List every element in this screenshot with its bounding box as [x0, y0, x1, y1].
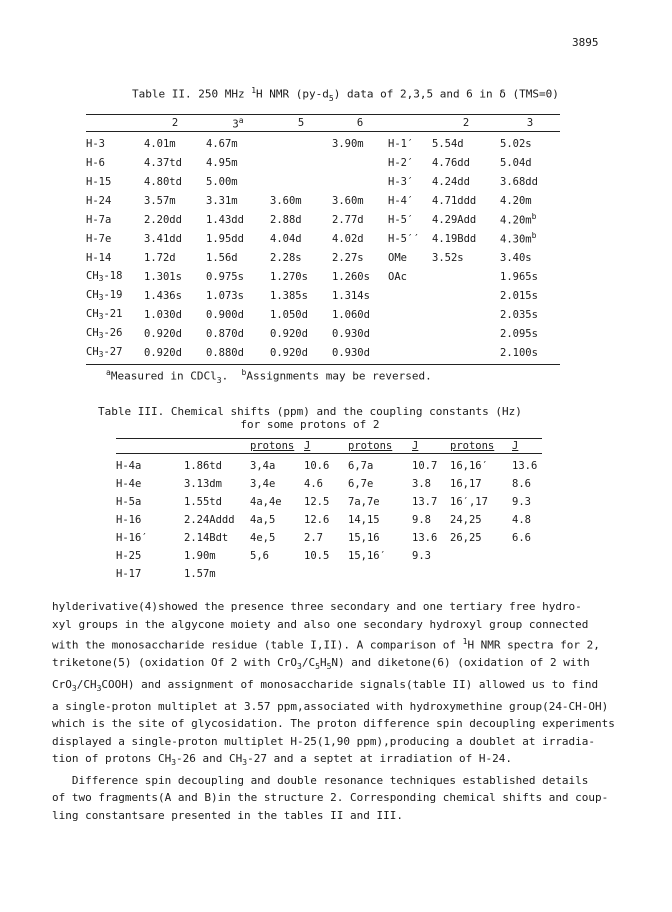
body-line: which is the site of glycosidation. The proton difference spin decoupling experiments — [52, 717, 615, 731]
table-cell: $CH_3-21$ — [86, 308, 123, 321]
table-cell — [432, 343, 500, 365]
table-cell: H-16 — [116, 514, 142, 526]
table-cell: 2.015s — [500, 289, 538, 302]
body-line: xyl groups in the algycone moiety and also one secondary hydroxyl group connected — [52, 617, 589, 631]
table-cell: 3.60m — [332, 194, 364, 207]
table-row — [116, 454, 542, 476]
table-cell: H-3′ — [388, 175, 414, 188]
table-cell: 5.04d — [500, 156, 532, 169]
table3-header: J — [412, 439, 450, 454]
table-cell: 4.67m — [206, 137, 238, 150]
table-cell — [512, 565, 542, 583]
table-cell: $4.20m^b$ — [500, 212, 537, 227]
table2-header: 3 — [500, 115, 560, 132]
table3-header — [184, 439, 250, 454]
body-line: displayed a single-proton multiplet H-25(1,90 ppm),producing a doublet at irradia- — [52, 734, 596, 748]
table-cell: 3,4a — [250, 460, 276, 472]
table-row — [86, 343, 560, 365]
table-cell: 0.920d — [270, 343, 332, 365]
table-cell: 10.7 — [412, 460, 438, 472]
table-cell: 1.060d — [332, 308, 370, 321]
table-cell: 4.02d — [332, 232, 364, 245]
table-cell: OMe — [388, 251, 407, 264]
table-cell: 1.301s — [144, 270, 182, 283]
table-cell: 4.04d — [270, 232, 302, 245]
table-row — [116, 511, 542, 529]
table-cell — [332, 153, 388, 172]
table3-header-row — [116, 439, 542, 454]
table2-header: 2 — [432, 115, 500, 132]
body-line: a single-proton multiplet at 3.57 ppm,associated with hydroxymethine group(24-CH-OH) — [52, 699, 609, 713]
table-cell: $CH_3-18$ — [86, 270, 123, 283]
table3-header: protons — [348, 439, 412, 454]
body-line: triketone(5) (oxidation Of 2 with $CrO_3/C_5H_5N$) and diketone(6) (oxidation of 2 with — [52, 656, 590, 672]
table-cell: 1.95dd — [206, 232, 244, 245]
table-cell: 1.72d — [144, 251, 176, 264]
table-cell: 9.3 — [412, 550, 431, 562]
table-cell: $CH_3-26$ — [86, 327, 123, 340]
table3-header: J — [512, 439, 542, 454]
table2-header: 5 — [270, 115, 332, 132]
table-cell — [432, 305, 500, 324]
table-cell: 2.035s — [500, 308, 538, 321]
table-cell: 3.40s — [500, 251, 532, 264]
table-cell: 5.00m — [206, 175, 238, 188]
table-cell: 15,16′ — [348, 550, 386, 562]
table-cell: 4.37td — [144, 156, 182, 169]
table-cell: 3,4e — [250, 478, 276, 490]
table-cell: 4.24dd — [432, 175, 470, 188]
table-cell: 3.41dd — [144, 232, 182, 245]
table-row — [86, 267, 560, 286]
table-cell: 13.7 — [412, 496, 438, 508]
body-line: tion of protons $CH_3-26$ and $CH_3-27$ and a septet at irradiation of H-24. — [52, 752, 513, 768]
table-cell: 6,7e — [348, 478, 374, 490]
table-cell: 2.14Bdt — [184, 532, 229, 544]
table-cell: 1.050d — [270, 308, 308, 321]
table-cell: 0.920d — [270, 327, 308, 340]
table-cell — [348, 565, 412, 583]
table-cell: 4a,5 — [250, 514, 276, 526]
table-cell — [450, 547, 512, 565]
table-cell: H-5′ — [388, 213, 414, 226]
table-cell: 1.030d — [144, 308, 182, 321]
table-cell: 4a,4e — [250, 496, 282, 508]
table-cell — [412, 565, 450, 583]
table-cell: 4e,5 — [250, 532, 276, 544]
table-cell: 4.80td — [144, 175, 182, 188]
table-cell: 9.3 — [512, 496, 531, 508]
table-cell — [432, 286, 500, 305]
table-cell: 4.6 — [304, 478, 323, 490]
table-cell — [388, 286, 432, 305]
table-row — [86, 210, 560, 229]
body-line: of two fragments(A and B)in the structure 2. Corresponding chemical shifts and coup- — [52, 791, 609, 805]
table2-header: 3$^a$ — [206, 115, 270, 132]
table-cell: 2.20dd — [144, 213, 182, 226]
table-cell: 2.7 — [304, 532, 323, 544]
table-cell: 14,15 — [348, 514, 380, 526]
table-cell — [332, 172, 388, 191]
body-line: with the monosaccharide residue (table I,II). A comparison of $^1$H NMR spectra for 2, — [52, 637, 600, 652]
table-cell: 0.920d — [144, 343, 206, 365]
table-cell: 0.900d — [206, 308, 244, 321]
table-cell: H-14 — [86, 251, 112, 264]
table-cell: 8.6 — [512, 478, 531, 490]
table2-header-row — [86, 115, 560, 132]
table-cell: H-5a — [116, 496, 142, 508]
table-cell: 13.6 — [412, 532, 438, 544]
table-cell: 0.975s — [206, 270, 244, 283]
page-number: 3895 — [572, 36, 599, 49]
table-cell: 16,17 — [450, 478, 482, 490]
table-cell: 0.930d — [332, 343, 388, 365]
table-cell: 4.8 — [512, 514, 531, 526]
table-row — [86, 132, 560, 154]
table-cell — [270, 153, 332, 172]
table-cell — [512, 547, 542, 565]
table-cell: $CH_3-27$ — [86, 343, 144, 365]
table-cell: H-7a — [86, 213, 112, 226]
table-cell — [432, 324, 500, 343]
table-cell: 0.880d — [206, 343, 270, 365]
table-cell: 2.77d — [332, 213, 364, 226]
table-cell: 4.29Add — [432, 213, 477, 226]
table3-header: protons — [450, 439, 512, 454]
table-cell: 1.385s — [270, 289, 308, 302]
table-cell: 2.24Addd — [184, 514, 235, 526]
table-row — [116, 529, 542, 547]
table-cell: 10.6 — [304, 460, 330, 472]
table-cell: 3.31m — [206, 194, 238, 207]
table-cell: H-25 — [116, 550, 142, 562]
table-cell: 3.68dd — [500, 175, 538, 188]
table-row — [86, 286, 560, 305]
table-cell: 16′,17 — [450, 496, 488, 508]
table-cell: 15,16 — [348, 532, 380, 544]
body-line: ling constantsare presented in the tables II and III. — [52, 808, 403, 822]
table-cell: H-4′ — [388, 194, 414, 207]
table2-footnotes: $^a$Measured in CDCl$_3$. $^b$Assignments may be reversed. — [106, 368, 432, 385]
table3-title: Table III. Chemical shifts (ppm) and the coupling constants (Hz) for some protons of 2 — [98, 405, 522, 431]
table-cell — [388, 324, 432, 343]
body-line: Difference spin decoupling and double resonance techniques established details — [52, 773, 589, 787]
table-cell: H-16′ — [116, 532, 148, 544]
table-cell: $CH_3-19$ — [86, 289, 123, 302]
table-cell: 4.95m — [206, 156, 238, 169]
table-row — [116, 547, 542, 565]
table-row — [86, 305, 560, 324]
table-cell: 4.20m — [500, 194, 532, 207]
table-cell: 10.5 — [304, 550, 330, 562]
table-cell — [388, 343, 432, 365]
table-cell: 2.27s — [332, 251, 364, 264]
table2-title: Table II. 250 MHz $^1$H NMR $(py-d_5)$ data of 2,3,5 and 6 in δ (TMS=0) — [132, 86, 559, 103]
table-cell: 1.55td — [184, 496, 222, 508]
table-cell: 2.28s — [270, 251, 302, 264]
table-cell — [304, 565, 348, 583]
table3-header: J — [304, 439, 348, 454]
table-cell: $4.30m^b$ — [500, 231, 537, 246]
table3-header — [116, 439, 184, 454]
table-cell: 0.930d — [332, 327, 370, 340]
table-cell — [270, 132, 332, 154]
body-line: $CrO_3/CH_3COOH$) and assignment of monosaccharide signals(table II) allowed us to find — [52, 677, 599, 694]
table-cell: H-4e — [116, 478, 142, 490]
table-cell: 2.095s — [500, 327, 538, 340]
table-cell — [270, 172, 332, 191]
table-cell: 5,6 — [250, 550, 269, 562]
table2-header — [86, 115, 144, 132]
table-cell: H-2′ — [388, 156, 414, 169]
table-cell: 1.965s — [500, 270, 538, 283]
table-cell: 1.314s — [332, 289, 370, 302]
table2-header: 6 — [332, 115, 388, 132]
table-cell: 3.52s — [432, 251, 464, 264]
table-row — [86, 324, 560, 343]
table-cell: 1.073s — [206, 289, 244, 302]
table-cell — [250, 565, 304, 583]
table2-header — [388, 115, 432, 132]
table-cell: 5.02s — [500, 137, 532, 150]
table-row — [116, 565, 542, 583]
table-cell: H-1′ — [388, 137, 414, 150]
table-cell: 3.8 — [412, 478, 431, 490]
table-cell: 1.56d — [206, 251, 238, 264]
table-cell: 1.270s — [270, 270, 308, 283]
table-cell: 1.260s — [332, 270, 370, 283]
table-cell: 6,7a — [348, 460, 374, 472]
table-cell: 9.8 — [412, 514, 431, 526]
table-cell: H-15 — [86, 175, 112, 188]
table-cell: H-17 — [116, 568, 142, 580]
table-cell: 12.6 — [304, 514, 330, 526]
table3 — [116, 438, 542, 583]
table-cell: H-7e — [86, 232, 112, 245]
table-cell: 7a,7e — [348, 496, 380, 508]
table-row — [86, 191, 560, 210]
table-cell — [388, 305, 432, 324]
table-cell: 3.60m — [270, 194, 302, 207]
table-cell: 2.88d — [270, 213, 302, 226]
table2 — [86, 114, 560, 365]
table-cell: 0.920d — [144, 327, 182, 340]
table-row — [116, 475, 542, 493]
table-cell — [432, 267, 500, 286]
table-cell: 12.5 — [304, 496, 330, 508]
table-cell: 4.19Bdd — [432, 232, 477, 245]
table-cell: 0.870d — [206, 327, 244, 340]
table-row — [86, 172, 560, 191]
table-cell: H-5′′ — [388, 232, 420, 245]
table-cell: 4.76dd — [432, 156, 470, 169]
table3-header: protons — [250, 439, 304, 454]
table-row — [86, 153, 560, 172]
body-line: hylderivative(4)showed the presence three secondary and one tertiary free hydro- — [52, 600, 582, 613]
table-cell: 6.6 — [512, 532, 531, 544]
table-cell: 1.436s — [144, 289, 182, 302]
table-cell: H-3 — [86, 137, 105, 150]
table-cell: 4.71ddd — [432, 194, 477, 207]
table-cell: 13.6 — [512, 460, 538, 472]
table2-header: 2 — [144, 115, 206, 132]
table-cell: H-24 — [86, 194, 112, 207]
table-cell: H-4a — [116, 460, 142, 472]
table-cell: H-6 — [86, 156, 105, 169]
table-cell: 16,16′ — [450, 460, 488, 472]
table-cell: 3.13dm — [184, 478, 222, 490]
table-row — [116, 493, 542, 511]
table-cell: 1.86td — [184, 460, 222, 472]
table-row — [86, 229, 560, 248]
table-row — [86, 248, 560, 267]
table-cell: 1.57m — [184, 568, 216, 580]
table-cell: 1.43dd — [206, 213, 244, 226]
table-cell: 3.90m — [332, 137, 364, 150]
table-cell: 1.90m — [184, 550, 216, 562]
table-cell: 2.100s — [500, 343, 560, 365]
body-paragraph — [52, 598, 615, 824]
table-cell — [450, 565, 512, 583]
table-cell: 4.01m — [144, 137, 176, 150]
table-cell: 24,25 — [450, 514, 482, 526]
table-cell: 3.57m — [144, 194, 176, 207]
table-cell: 26,25 — [450, 532, 482, 544]
table-cell: OAc — [388, 270, 407, 283]
table-cell: 5.54d — [432, 137, 464, 150]
